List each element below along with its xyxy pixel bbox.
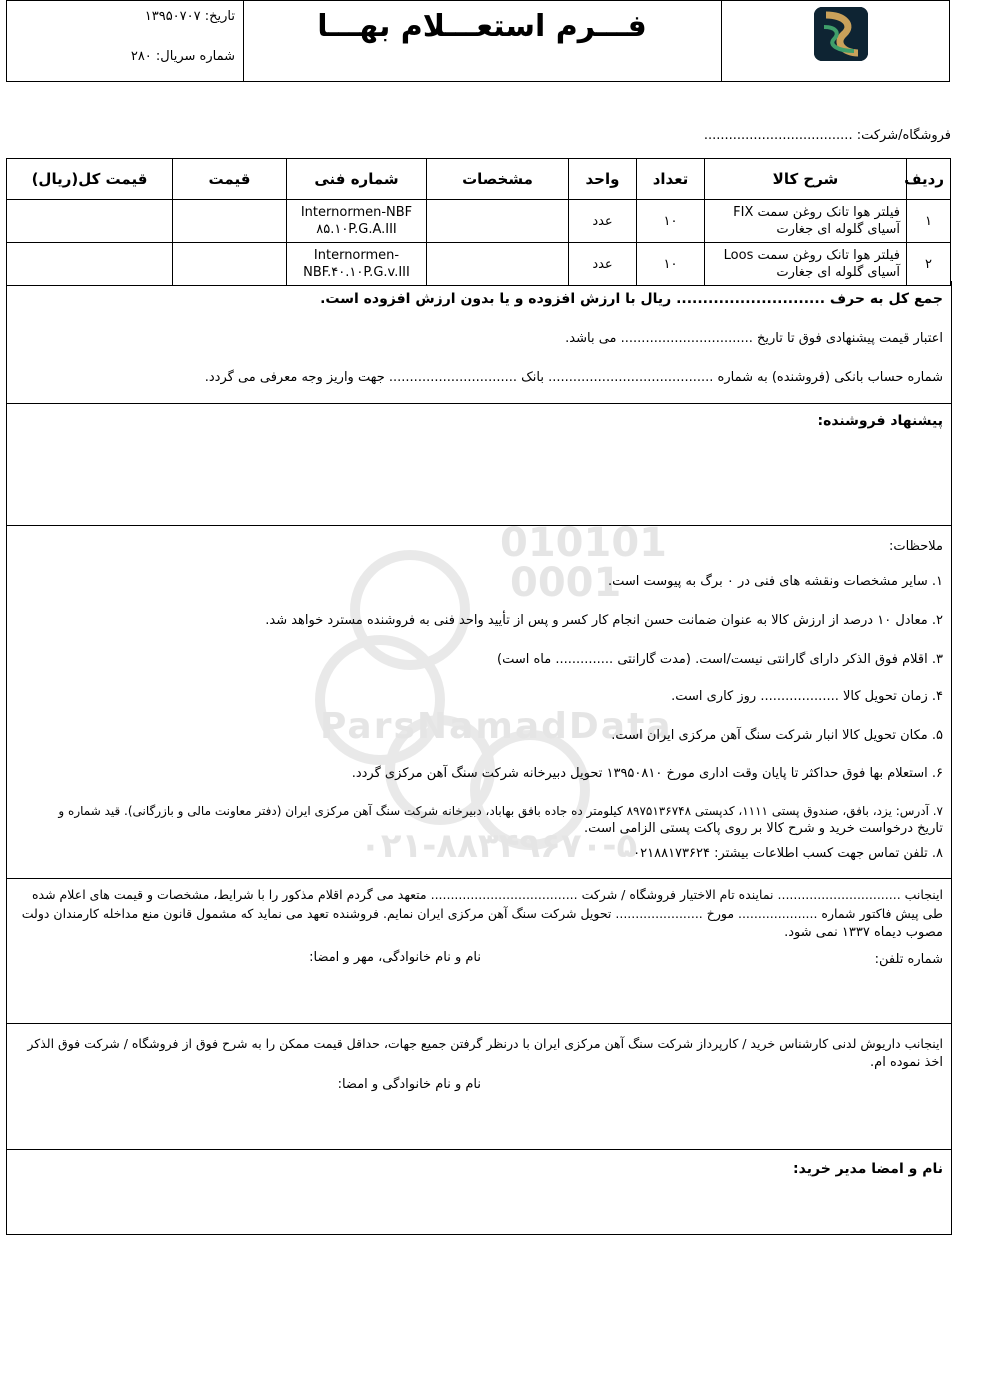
item-quantity: ۱۰ (637, 243, 705, 286)
tech-number-line: ۸۵.۱۰P.G.A.III (316, 222, 397, 237)
col-header-quantity: تعداد (637, 159, 705, 200)
vendor-name-line: فروشگاه/شرکت: .................................... (703, 128, 951, 143)
item-quantity: ۱۰ (637, 200, 705, 243)
item-total-price[interactable] (7, 243, 173, 286)
header-logo-cell (721, 1, 950, 81)
item-description-line: آسیای گلوله ای جغارت (776, 222, 900, 237)
item-unit: عدد (569, 243, 637, 286)
purchaser-signature-label: نام و نام خانوادگی و امضا: (337, 1077, 481, 1092)
seller-offer-label: پیشنهاد فروشنده: (817, 413, 943, 429)
commitment-line: مصوب دیماه ۱۳۳۷ نمی شود. (784, 925, 943, 940)
total-in-words: جمع کل به حرف ............................ ریال با ارزش افزوده و یا بدون ارزش افزوده است. (320, 291, 943, 307)
items-table (6, 158, 951, 286)
col-header-unit: واحد (569, 159, 637, 200)
commitment-line: اینجانب ............................... نماینده تام الاختیار فروشگاه / شرکت ..................................... متعهد می گردم اقلام مذکور را با شرایط، مشخصات و قیمت های اعلام شده (32, 887, 943, 902)
note-item: ۷. آدرس: یزد، بافق، صندوق پستی ۱۱۱۱، کدپستی ۸۹۷۵۱۳۶۷۴۸ کیلومتر ده جاده بافق بهاباد، دبیرخانه شرکت سنگ آهن مرکزی ایران (دفتر معاونت مالی و بازرگانی). قید شماره و (58, 804, 943, 818)
note-item: ۳. اقلام فوق الذکر دارای گارانتی نیست/است. (مدت گارانتی .............. ماه است) (497, 652, 943, 667)
col-header-tech-number: شماره فنی (287, 159, 427, 200)
page-title: فـــرم استعـــلام بهـــا (317, 9, 647, 44)
price-validity: اعتبار قیمت پیشنهادی فوق تا تاریخ ................................ می باشد. (565, 331, 943, 346)
watermark-digits: 010101 (500, 520, 667, 566)
item-total-price[interactable] (7, 200, 173, 243)
company-logo-icon (814, 7, 868, 61)
item-specs[interactable] (427, 200, 569, 243)
vendor-commitment-section (6, 878, 952, 1024)
item-description-line: فیلتر هوا تانک روغن سمت FIX (733, 205, 900, 220)
item-tech-number (287, 200, 427, 243)
note-item: ۴. زمان تحویل کالا ................... روز کاری است. (671, 689, 943, 704)
col-header-description: شرح کالا (705, 159, 907, 200)
note-item: ۶. استعلام بها فوق حداکثر تا پایان وقت اداری مورخ ۱۳۹۵۰۸۱۰ تحویل دبیرخانه شرکت سنگ آهن مرکزی گردد. (351, 766, 943, 781)
phone-label: شماره تلفن: (874, 952, 943, 967)
purchaser-line: اخذ نموده ام. (870, 1055, 943, 1070)
row-number: ۱ (907, 200, 951, 243)
manager-signature-label: نام و امضا مدیر خرید: (793, 1161, 943, 1177)
seller-offer-section (6, 403, 952, 526)
item-price[interactable] (173, 243, 287, 286)
item-tech-number (287, 243, 427, 286)
item-price[interactable] (173, 200, 287, 243)
item-specs[interactable] (427, 243, 569, 286)
col-header-price: قیمت (173, 159, 287, 200)
tech-number-line: Internormen-NBF (300, 205, 413, 220)
notes-section (6, 525, 952, 879)
note-item: ۸. تلفن تماس جهت کسب اطلاعات بیشتر: ۰۲۱۸۸۱۷۳۶۲۴ (633, 846, 943, 861)
col-header-row-number: ردیف (907, 159, 951, 200)
item-unit: عدد (569, 200, 637, 243)
watermark-phone: ۰۲۱-۸۸۳۴۹۶۷۰-۵ (360, 826, 638, 866)
table-row (7, 243, 951, 286)
item-description-line: آسیای گلوله ای جغارت (776, 265, 900, 280)
note-item: تاریخ درخواست خرید و شرح کالا بر روی پاکت پستی الزامی است. (584, 821, 943, 836)
watermark-digits: 0001 (510, 560, 622, 606)
col-header-total-price: قیمت کل(ریال) (7, 159, 173, 200)
form-header (6, 0, 950, 82)
item-description-line: فیلتر هوا تانک روغن سمت Loos (723, 248, 900, 263)
col-header-specs: مشخصات (427, 159, 569, 200)
item-description (705, 200, 907, 243)
item-description (705, 243, 907, 286)
totals-section (6, 281, 952, 404)
notes-heading: ملاحظات: (889, 539, 943, 554)
header-meta-cell (7, 1, 244, 81)
commitment-line: طی پیش فاکتور شماره .................... مورخ ...................... تحویل شرکت سنگ آهن مرکزی ایران نمایم. فروشنده تعهد می نماید که مشمول قانون منع مداخله کارمندان دولت (21, 906, 943, 921)
bank-account: شماره حساب بانکی (فروشنده) به شماره ........................................ بانک ............................... جهت واریز وجه معرفی می گردد. (204, 370, 943, 385)
tech-number-line: Internormen- (313, 248, 400, 263)
vendor-signature-label: نام و نام خانوادگی، مهر و امضا: (309, 950, 481, 965)
watermark-brand: ParsNamadData (320, 706, 673, 747)
purchaser-section (6, 1023, 952, 1150)
tech-number-line: NBF.۴۰.۱۰P.G.v.III (303, 265, 410, 280)
note-item: ۲. معادل ۱۰ درصد از ارزش کالا به عنوان ضمانت حسن انجام کار کسر و پس از تأیید واحد فنی به فروشنده مسترد خواهد شد. (265, 613, 943, 628)
serial-label: شماره سریال: ۲۸۰ (130, 49, 235, 64)
note-item: ۱. سایر مشخصات ونقشه های فنی در ۰ برگ به پیوست است. (607, 574, 943, 589)
note-item: ۵. مکان تحویل کالا انبار شرکت سنگ آهن مرکزی ایران است. (611, 728, 943, 743)
date-label: تاریخ: ۱۳۹۵۰۷۰۷ (144, 9, 235, 24)
table-header-row (7, 159, 951, 200)
purchaser-line: اینجانب داریوش لدنی کارشناس خرید / کارپرداز شرکت سنگ آهن مرکزی ایران با درنظر گرفتن جمیع جهات، حداقل قیمت ممکن را به شرح فوق از فروشگاه / شرکت فوق الذکر (27, 1036, 943, 1051)
manager-section (6, 1149, 952, 1235)
table-row (7, 200, 951, 243)
row-number: ۲ (907, 243, 951, 286)
